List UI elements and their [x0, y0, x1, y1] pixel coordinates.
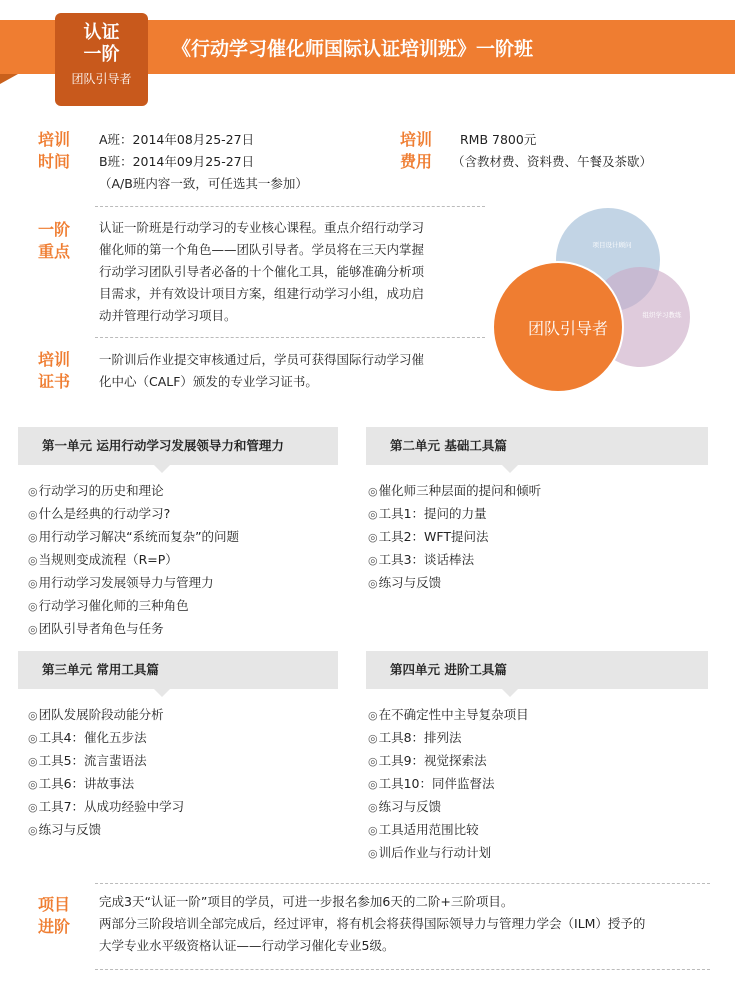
advance-line: 大学专业水平级资格认证——行动学习催化专业5级。 — [99, 938, 395, 953]
focus-line: 催化师的第一个角色——团队引导者。学员将在三天内掌握 — [99, 242, 425, 257]
level-badge — [55, 13, 148, 106]
list-item: ◎ 用行动学习发展领导力与管理力 — [28, 572, 239, 595]
list-item: ◎ 工具10：同伴监督法 — [368, 773, 529, 796]
label-line: 证书 — [38, 372, 71, 391]
list-item: ◎ 工具适用范围比较 — [368, 819, 529, 842]
list-item: ◎ 工具5：流言蜚语法 — [28, 750, 184, 773]
unit-1-header — [18, 427, 338, 465]
venn-top-label: 项目设计顾问 — [592, 241, 632, 249]
focus-line: 动并管理行动学习项目。 — [99, 308, 237, 323]
list-item: ◎ 工具9：视觉探索法 — [368, 750, 529, 773]
advance-line: 两部分三阶段培训全部完成后，经过评审，将有机会将获得国际领导力与管理力学会（ILM）授予的 — [99, 916, 646, 931]
advance-line: 完成3天“认证一阶”项目的学员，可进一步报名参加6天的二阶+三阶项目。 — [99, 894, 514, 909]
list-item: ◎ 在不确定性中主导复杂项目 — [368, 704, 529, 727]
label-line: 一阶 — [38, 220, 71, 239]
class-note: （A/B班内容一致，可任选其一参加） — [99, 176, 308, 191]
focus-line: 行动学习团队引导者必备的十个催化工具，能够准确分析项 — [99, 264, 425, 279]
list-item: ◎ 工具2：WFT提问法 — [368, 526, 541, 549]
unit-title: 第一单元 运用行动学习发展领导力和管理力 — [42, 438, 284, 453]
unit-title: 第三单元 常用工具篇 — [42, 662, 159, 677]
divider — [95, 883, 710, 884]
venn-right-label: 组织学习教练 — [642, 311, 682, 319]
header-arrow — [154, 465, 170, 473]
advance-text — [99, 891, 645, 957]
list-item: ◎ 团队引导者角色与任务 — [28, 618, 239, 641]
badge-line1: 认证 — [83, 22, 120, 43]
list-item: ◎ 训后作业与行动计划 — [368, 842, 529, 865]
unit-3-list — [28, 704, 184, 842]
fee-amount: RMB 7800元 — [460, 132, 537, 147]
unit-3-header — [18, 651, 338, 689]
label-line: 重点 — [38, 242, 71, 261]
badge-line2: 一阶 — [83, 44, 120, 65]
list-item: ◎ 练习与反馈 — [28, 819, 184, 842]
list-item: ◎ 什么是经典的行动学习? — [28, 503, 239, 526]
class-b: B班：2014年09月25-27日 — [99, 154, 255, 169]
list-item: ◎ 工具1：提问的力量 — [368, 503, 541, 526]
unit-title: 第四单元 进阶工具篇 — [390, 662, 507, 677]
label-line: 培训 — [38, 130, 71, 149]
training-time-label — [38, 129, 78, 173]
focus-line: 认证一阶班是行动学习的专业核心课程。重点介绍行动学习 — [99, 220, 425, 235]
certificate-line: 化中心（CALF）颁发的专业学习证书。 — [99, 374, 318, 389]
unit-4-list — [368, 704, 529, 865]
unit-2-header — [366, 427, 708, 465]
divider — [95, 206, 485, 207]
divider — [95, 969, 710, 970]
list-item: ◎ 工具6：讲故事法 — [28, 773, 184, 796]
label-line: 培训 — [400, 130, 433, 149]
header-arrow — [502, 465, 518, 473]
fee-note: （含教材费、资料费、午餐及茶歇） — [452, 154, 653, 169]
list-item: ◎ 行动学习催化师的三种角色 — [28, 595, 239, 618]
focus-text — [99, 217, 424, 327]
header-arrow — [502, 689, 518, 697]
focus-line: 目需求，并有效设计项目方案，组建行动学习小组，成功启 — [99, 286, 425, 301]
list-item: ◎ 工具4：催化五步法 — [28, 727, 184, 750]
banner-fold — [0, 74, 18, 84]
list-item: ◎ 团队发展阶段动能分析 — [28, 704, 184, 727]
certificate-label — [38, 349, 78, 393]
unit-2-list — [368, 480, 541, 595]
list-item: ◎ 工具3：谈话棒法 — [368, 549, 541, 572]
label-line: 项目 — [38, 895, 71, 914]
role-venn-diagram — [490, 205, 700, 405]
list-item: ◎ 练习与反馈 — [368, 796, 529, 819]
unit-1-list — [28, 480, 239, 641]
label-line: 时间 — [38, 152, 71, 171]
list-item: ◎ 工具8：排列法 — [368, 727, 529, 750]
list-item: ◎ 用行动学习解决“系统而复杂”的问题 — [28, 526, 239, 549]
list-item: ◎ 工具7：从成功经验中学习 — [28, 796, 184, 819]
list-item: ◎ 当规则变成流程（R=P） — [28, 549, 239, 572]
page-title: 《行动学习催化师国际认证培训班》一阶班 — [172, 38, 534, 60]
label-line: 培训 — [38, 350, 71, 369]
label-line: 费用 — [400, 152, 433, 171]
training-time-text — [99, 129, 308, 195]
badge-sub: 团队引导者 — [71, 72, 132, 86]
advance-label — [38, 894, 78, 938]
list-item: ◎ 练习与反馈 — [368, 572, 541, 595]
unit-title: 第二单元 基础工具篇 — [390, 438, 507, 453]
label-line: 进阶 — [38, 917, 71, 936]
list-item: ◎ 行动学习的历史和理论 — [28, 480, 239, 503]
fee-label — [400, 129, 440, 173]
venn-main-label: 团队引导者 — [527, 319, 609, 338]
certificate-line: 一阶训后作业提交审核通过后，学员可获得国际行动学习催 — [99, 352, 425, 367]
header-arrow — [154, 689, 170, 697]
fee-text — [452, 129, 652, 173]
focus-label — [38, 219, 78, 263]
class-a: A班：2014年08月25-27日 — [99, 132, 255, 147]
list-item: ◎ 催化师三种层面的提问和倾听 — [368, 480, 541, 503]
certificate-text — [99, 349, 424, 393]
divider — [95, 337, 485, 338]
unit-4-header — [366, 651, 708, 689]
